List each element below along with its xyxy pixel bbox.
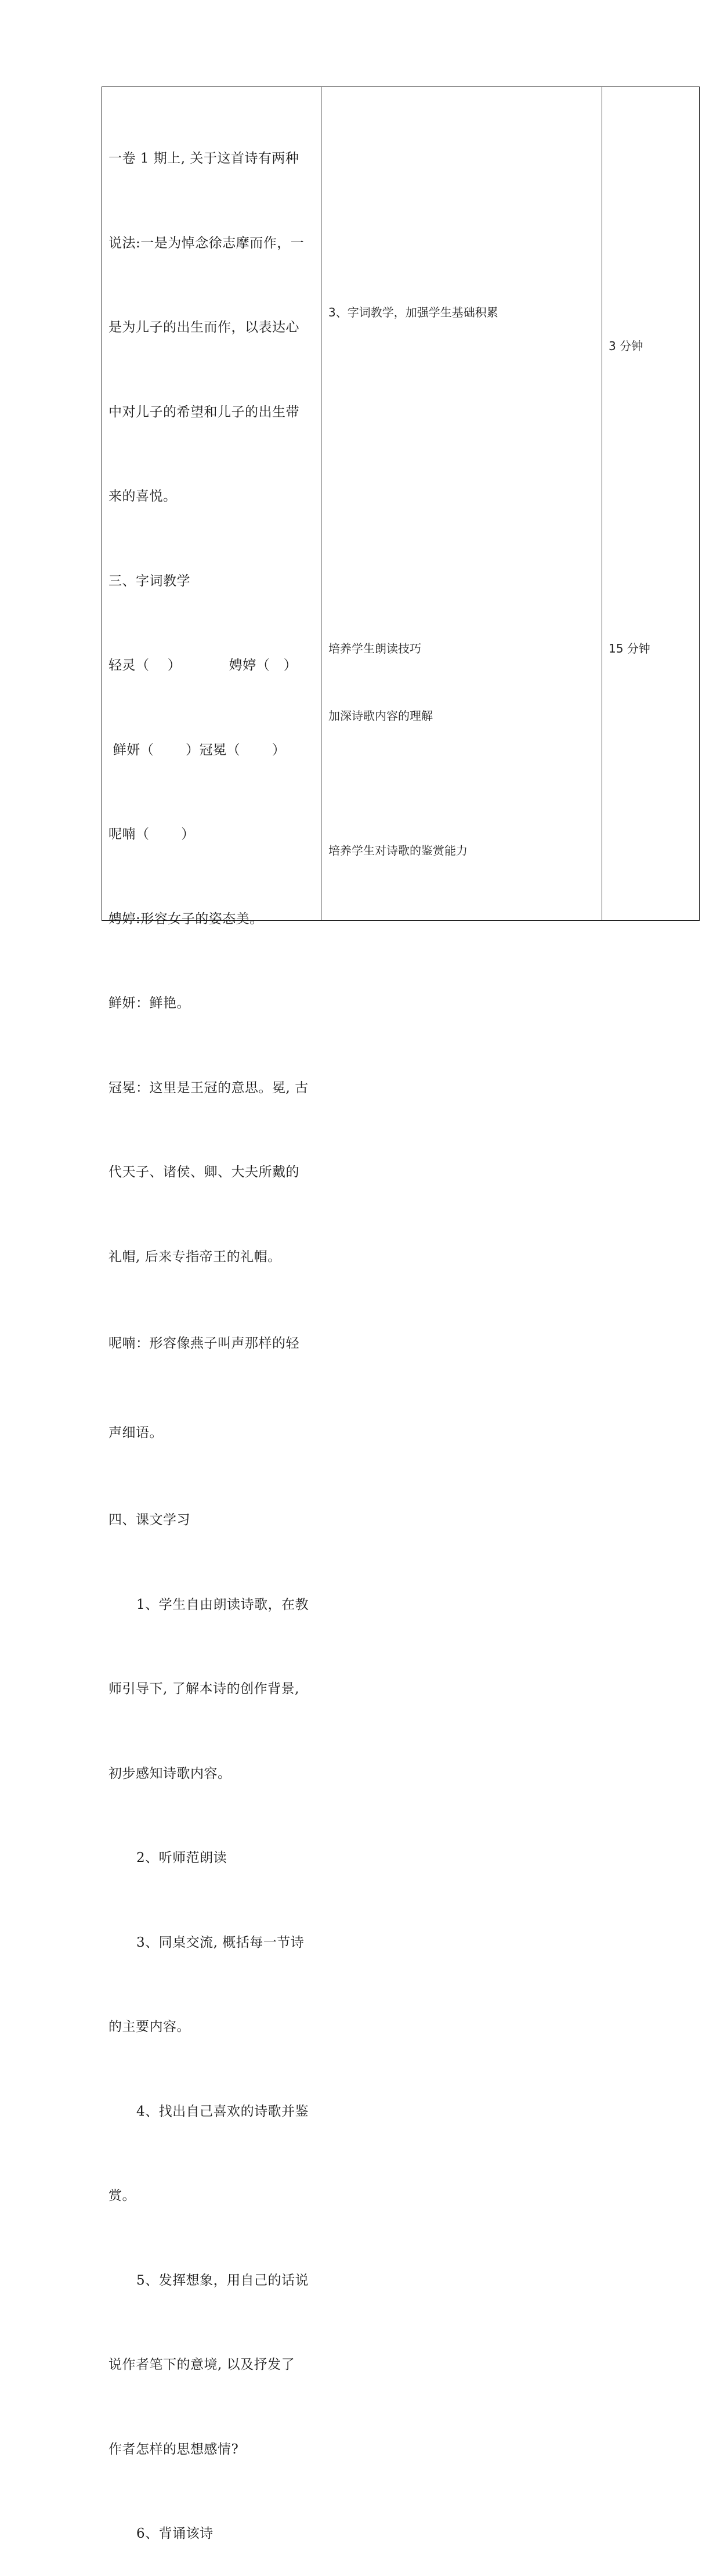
activity-line: 说法:一是为悼念徐志摩而作，一 [108, 235, 305, 251]
section-heading: 四、课文学习 [108, 1512, 190, 1527]
activity-line: 6、背诵该诗 [136, 2526, 214, 2541]
time-note: 3 分钟 [609, 339, 643, 353]
activity-line: 娉婷:形容女子的姿态美。 [108, 911, 263, 927]
purpose-note: 3、字词教学，加强学生基础积累 [328, 305, 498, 319]
activity-line: 冠冕：这里是王冠的意思。冕, 古 [108, 1080, 309, 1096]
activity-line: 来的喜悦。 [108, 489, 177, 504]
activity-line: 4、找出自己喜欢的诗歌并鉴 [136, 2103, 309, 2119]
activity-line: 呢喃：形容像燕子叫声那样的轻 [108, 1336, 299, 1351]
activity-line: 赏。 [108, 2188, 136, 2203]
activity-line: 5、发挥想象，用自己的话说 [136, 2272, 309, 2288]
activity-line: 1、学生自由朗读诗歌，在教 [136, 1597, 309, 1612]
activity-line: 的主要内容。 [108, 2019, 190, 2034]
activity-line: 说作者笔下的意境, 以及抒发了 [108, 2357, 295, 2372]
activity-line: 一卷 1 期上, 关于这首诗有两种 [108, 151, 299, 166]
activity-line: 作者怎样的思想感情? [108, 2441, 239, 2457]
activity-line: 初步感知诗歌内容。 [108, 1766, 231, 1781]
teaching-activities-cell [108, 88, 317, 2576]
section-heading: 三、字词教学 [108, 573, 190, 589]
activity-line: 呢喃（ ） [108, 827, 195, 842]
activity-line: 中对儿子的希望和儿子的出生带 [108, 404, 299, 420]
purpose-note: 加深诗歌内容的理解 [328, 709, 433, 723]
activity-line: 代天子、诸侯、卿、大夫所戴的 [108, 1165, 299, 1180]
activity-line: 礼帽, 后来专指帝王的礼帽。 [108, 1249, 281, 1264]
time-note: 15 分钟 [609, 642, 650, 655]
activity-line: 轻灵（ ） 娉婷（ ） [108, 658, 298, 673]
activity-line: 是为儿子的出生而作，以表达心 [108, 320, 299, 335]
activity-line: 师引导下, 了解本诗的创作背景, [108, 1681, 299, 1696]
activity-line: 声细语。 [108, 1425, 163, 1440]
activity-line: 鲜妍（ ）冠冕（ ） [108, 742, 286, 758]
purpose-note: 培养学生朗读技巧 [328, 642, 421, 655]
activity-line: 鲜妍：鲜艳。 [108, 996, 190, 1011]
activity-line: 2、听师范朗读 [136, 1850, 227, 1865]
purpose-note: 培养学生对诗歌的鉴赏能力 [328, 844, 468, 858]
activity-line: 3、同桌交流, 概括每一节诗 [136, 1934, 305, 1950]
